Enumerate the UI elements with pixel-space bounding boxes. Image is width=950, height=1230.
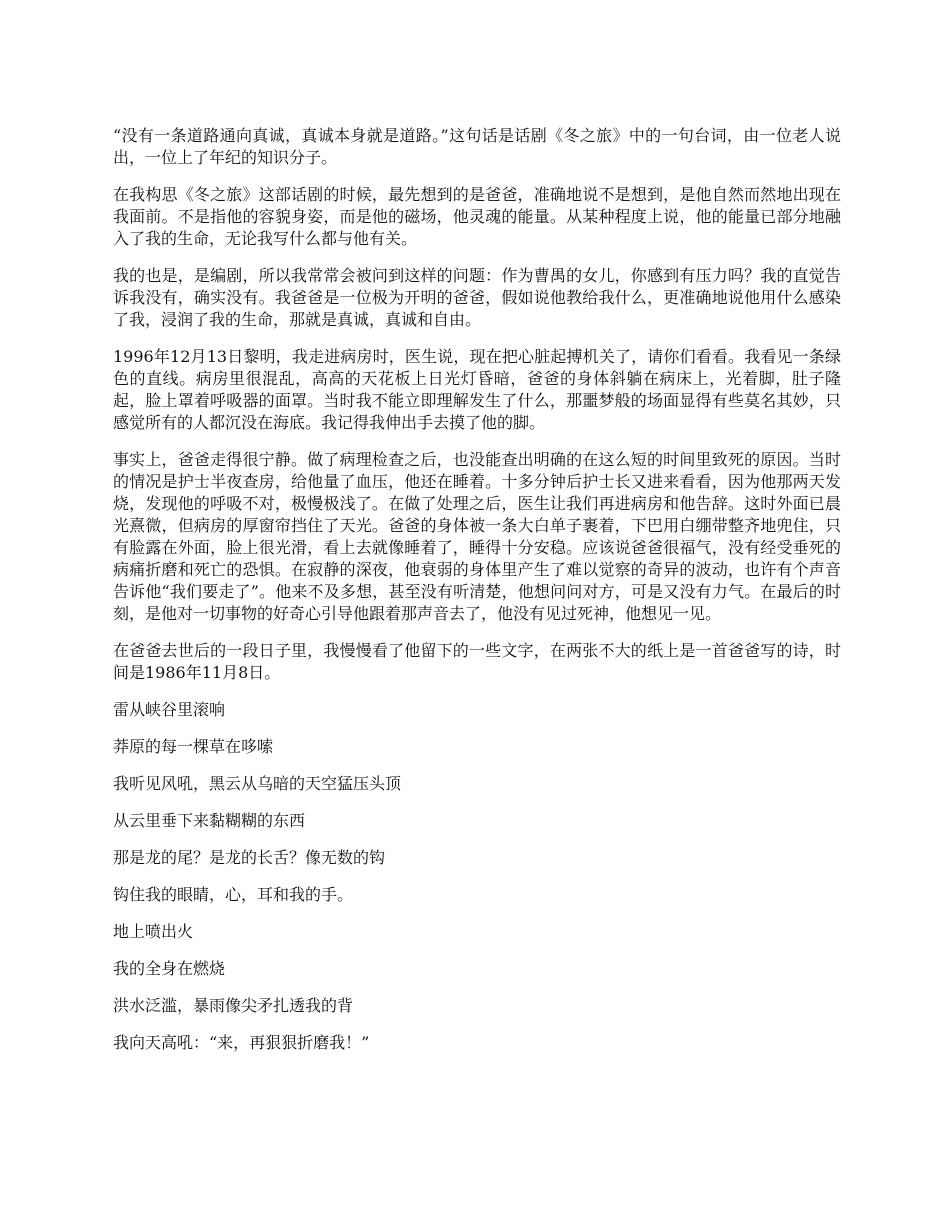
- poem-line: 那是龙的尾？是龙的长舌？像无数的钩: [113, 848, 386, 867]
- poem-line: 钩住我的眼睛，心，耳和我的手。: [113, 885, 354, 904]
- poem-line: 我的全身在燃烧: [113, 959, 226, 978]
- paragraph-passing: 事实上，爸爸走得很宁静。做了病理检查之后，也没能查出明确的在这么短的时间里致死的原因。当时的情况是护士半夜查房，给他量了血压，他还在睡着。十多分钟后护士长又进来看看，因为他那两天发烧，发现他的呼吸不对，极慢极浅了。在做了处理之后，医生让我们再进病房和他告辞。这时外面已晨光熹微，但病房的厚窗帘挡住了天光。爸爸的身体被一条大白单子裹着，下巴用白绷带整齐地兜住，只有脸露在外面，脸上很光滑，看上去就像睡着了，睡得十分安稳。应该说爸爸很福气，没有经受垂死的病痛折磨和死亡的恐惧。在寂静的深夜，他衰弱的身体里产生了难以觉察的奇异的波动，也许有个声音告诉他“我们要走了”。他来不及多想，甚至没有听清楚，他想问问对方，可是又没有力气。在最后的时刻，是他对一切事物的好奇心引导他跟着那声音去了，他没有见过死神，他想见一见。: [113, 450, 841, 623]
- poem-line: 我向天高吼：“来，再狠狠折磨我！”: [113, 1033, 370, 1052]
- paragraph-opening-quote: “没有一条道路通向真诚，真诚本身就是道路。”这句话是话剧《冬之旅》中的一句台词，由一位老人说出，一位上了年纪的知识分子。: [113, 126, 841, 167]
- paragraph-hospital: 1996年12月13日黎明，我走进病房时，医生说，现在把心脏起搏机关了，请你们看看。我看见一条绿色的直线。病房里很混乱，高高的天花板上日光灯昏暗，爸爸的身体斜躺在病床上，光着脚，肚子隆起，脸上罩着呼吸器的面罩。当时我不能立即理解发生了什么，那噩梦般的场面显得有些莫名其妙，只感觉所有的人都沉没在海底。我记得我伸出手去摸了他的脚。: [113, 347, 841, 432]
- paragraph-conception: 在我构思《冬之旅》这部话剧的时候，最先想到的是爸爸，准确地说不是想到，是他自然而然地出现在我面前。不是指他的容貌身姿，而是他的磁场，他灵魂的能量。从某种程度上说，他的能量已部分地融入了我的生命，无论我写什么都与他有关。: [113, 185, 841, 248]
- poem: [113, 699, 841, 1054]
- poem-line: 洪水泛滥，暴雨像尖矛扎透我的背: [113, 996, 354, 1015]
- paragraph-pressure: 我的也是，是编剧，所以我常常会被问到这样的问题：作为曹禺的女儿，你感到有压力吗？我的直觉告诉我没有，确实没有。我爸爸是一位极为开明的爸爸，假如说他教给我什么，更准确地说他用什么感染了我，浸润了我的生命，那就是真诚，真诚和自由。: [113, 266, 841, 329]
- poem-line: 我听见风吼，黑云从乌暗的天空猛压头顶: [113, 774, 402, 793]
- poem-line: 从云里垂下来黏糊糊的东西: [113, 811, 306, 830]
- poem-line: 雷从峡谷里滚响: [113, 700, 226, 719]
- paragraph-poem-intro: 在爸爸去世后的一段日子里，我慢慢看了他留下的一些文字，在两张不大的纸上是一首爸爸写的诗，时间是1986年11月8日。: [113, 641, 841, 682]
- poem-line: 莽原的每一棵草在哆嗦: [113, 737, 274, 756]
- poem-line: 地上喷出火: [113, 922, 194, 941]
- document-body: [113, 125, 841, 1069]
